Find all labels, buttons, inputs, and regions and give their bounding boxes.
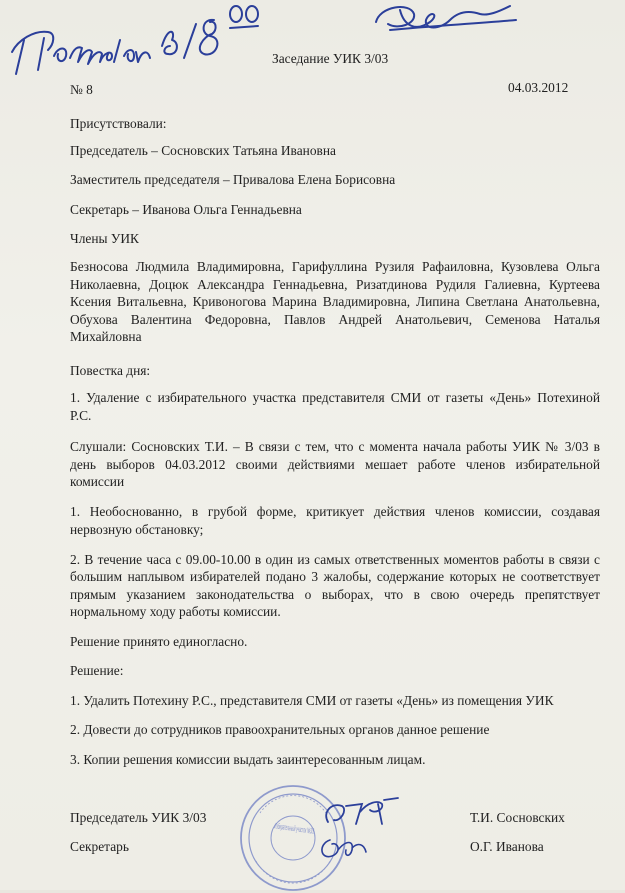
point2-line: большим наплывом избирателей подано 3 жалобы, содержание которых не соответствует: [70, 569, 600, 584]
chair-signature-label: Председатель УИК 3/03: [70, 810, 207, 825]
agenda-item-line: 1. Удаление с избирательного участка представителя СМИ от газеты «День» Потехиной: [70, 390, 600, 405]
point1-line: нервозную обстановку;: [70, 522, 204, 537]
signature-top-right: [370, 0, 520, 40]
point2-line: нормальному ходу работы комиссии.: [70, 604, 281, 619]
stamp-text: Избирательный участок №3/3: [273, 821, 385, 846]
protocol-date: 04.03.2012: [508, 80, 569, 95]
point2-line: прямым указанием законодательства о выборах, что в свою очередь препятствует: [70, 587, 600, 602]
members-heading: Члены УИК: [70, 231, 139, 246]
members-line: Михайловна: [70, 329, 142, 344]
decision-heading: Решение:: [70, 663, 124, 678]
secretary-line: Секретарь – Иванова Ольга Геннадьевна: [70, 202, 302, 217]
secretary-signature: [316, 830, 376, 866]
decision-item: 2. Довести до сотрудников правоохранительных органов данное решение: [70, 722, 490, 737]
hearing-line: комиссии: [70, 474, 125, 489]
point1-line: 1. Необоснованно, в грубой форме, критикует действия членов комиссии, создавая: [70, 504, 600, 519]
chair-signature: [318, 794, 408, 834]
decision-item: 1. Удалить Потехину Р.С., представителя СМИ от газеты «День» из помещения УИК: [70, 693, 554, 708]
secretary-signature-label: Секретарь: [70, 839, 129, 854]
protocol-number: № 8: [70, 82, 93, 97]
decision-item: 3. Копии решения комиссии выдать заинтересованным лицам.: [70, 752, 426, 767]
document-title: Заседание УИК 3/03: [272, 51, 389, 66]
secretary-signature-name: О.Г. Иванова: [470, 839, 544, 854]
members-line: Безносова Людмила Владимировна, Гарифуллина Рузиля Рафаиловна, Кузовлева Ольга: [70, 259, 600, 274]
agenda-heading: Повестка дня:: [70, 363, 151, 378]
agenda-item-line: Р.С.: [70, 408, 92, 423]
members-line: Николаевна, Доцюк Александра Геннадьевна, Ризатдинова Рудиля Галиевна, Куртеева: [70, 277, 600, 292]
handwritten-received-note: [4, 0, 334, 82]
chair-line: Председатель – Сосновских Татьяна Ивановна: [70, 143, 336, 158]
unanimous-line: Решение принято единогласно.: [70, 634, 248, 649]
point2-line: 2. В течение часа с 09.00-10.00 в один из самых ответственных моментов работы в связи с: [70, 552, 600, 567]
attendance-heading: Присутствовали:: [70, 116, 167, 131]
hearing-line: день выборов 04.03.2012 своими действиями мешает работе членов избирательной: [70, 457, 600, 472]
handwritten-note-text: Получила в 18⁰⁰: [4, 80, 11, 81]
hearing-line: Слушали: Сосновских Т.И. – В связи с тем, что с момента начала работы УИК № 3/03 в: [70, 439, 600, 454]
members-line: Ксения Витальевна, Кривоногова Марина Владимировна, Липина Светлана Анатольевна,: [70, 294, 600, 309]
deputy-line: Заместитель председателя – Привалова Елена Борисовна: [70, 172, 396, 187]
members-line: Обухова Валентина Федоровна, Павлов Андрей Анатольевич, Семенова Наталья: [70, 312, 600, 327]
chair-signature-name: Т.И. Сосновских: [470, 810, 565, 825]
